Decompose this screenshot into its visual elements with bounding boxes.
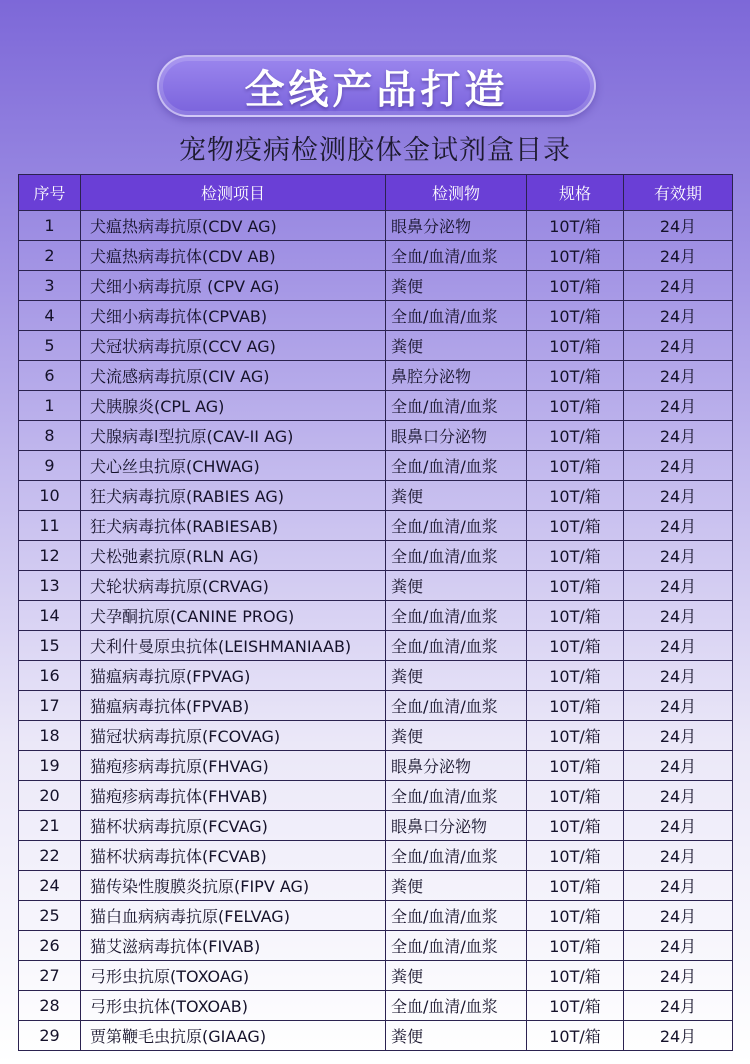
table-row: [19, 601, 733, 631]
test-item: 犬轮状病毒抗原(CRVAG): [81, 571, 386, 601]
table-row: [19, 841, 733, 871]
table-header-row: [19, 175, 733, 211]
shelf-life: 24月: [624, 931, 733, 961]
table-row: [19, 481, 733, 511]
row-number: 5: [19, 331, 81, 361]
row-number: 26: [19, 931, 81, 961]
row-number: 1: [19, 211, 81, 241]
test-item: 弓形虫抗原(TOXOAG): [81, 961, 386, 991]
sample-type: 粪便: [386, 961, 527, 991]
shelf-life: 24月: [624, 391, 733, 421]
sample-type: 全血/血清/血浆: [386, 691, 527, 721]
sample-type: 全血/血清/血浆: [386, 901, 527, 931]
sample-type: 全血/血清/血浆: [386, 241, 527, 271]
row-number: 2: [19, 241, 81, 271]
shelf-life: 24月: [624, 301, 733, 331]
sample-type: 粪便: [386, 721, 527, 751]
shelf-life: 24月: [624, 691, 733, 721]
package-spec: 10T/箱: [527, 661, 624, 691]
table-row: [19, 361, 733, 391]
shelf-life: 24月: [624, 841, 733, 871]
row-number: 9: [19, 451, 81, 481]
package-spec: 10T/箱: [527, 451, 624, 481]
table-row: [19, 301, 733, 331]
shelf-life: 24月: [624, 871, 733, 901]
package-spec: 10T/箱: [527, 691, 624, 721]
test-item: 猫冠状病毒抗原(FCOVAG): [81, 721, 386, 751]
row-number: 11: [19, 511, 81, 541]
table-row: [19, 541, 733, 571]
sample-type: 粪便: [386, 1021, 527, 1051]
table-row: [19, 451, 733, 481]
package-spec: 10T/箱: [527, 421, 624, 451]
sample-type: 粪便: [386, 661, 527, 691]
package-spec: 10T/箱: [527, 391, 624, 421]
product-catalog-table: [18, 174, 733, 1051]
test-item: 猫疱疹病毒抗体(FHVAB): [81, 781, 386, 811]
package-spec: 10T/箱: [527, 991, 624, 1021]
shelf-life: 24月: [624, 541, 733, 571]
row-number: 22: [19, 841, 81, 871]
package-spec: 10T/箱: [527, 271, 624, 301]
shelf-life: 24月: [624, 571, 733, 601]
table-row: [19, 421, 733, 451]
shelf-life: 24月: [624, 661, 733, 691]
table-row: [19, 391, 733, 421]
test-item: 猫瘟病毒抗原(FPVAG): [81, 661, 386, 691]
row-number: 19: [19, 751, 81, 781]
shelf-life: 24月: [624, 781, 733, 811]
test-item: 犬流感病毒抗原(CIV AG): [81, 361, 386, 391]
row-number: 12: [19, 541, 81, 571]
package-spec: 10T/箱: [527, 1021, 624, 1051]
test-item: 犬细小病毒抗原 (CPV AG): [81, 271, 386, 301]
table-row: [19, 931, 733, 961]
shelf-life: 24月: [624, 451, 733, 481]
package-spec: 10T/箱: [527, 481, 624, 511]
test-item: 犬细小病毒抗体(CPVAB): [81, 301, 386, 331]
table-row: [19, 991, 733, 1021]
shelf-life: 24月: [624, 511, 733, 541]
test-item: 猫传染性腹膜炎抗原(FIPV AG): [81, 871, 386, 901]
shelf-life: 24月: [624, 751, 733, 781]
package-spec: 10T/箱: [527, 241, 624, 271]
table-row: [19, 331, 733, 361]
table-row: [19, 781, 733, 811]
package-spec: 10T/箱: [527, 781, 624, 811]
test-item: 猫杯状病毒抗体(FCVAB): [81, 841, 386, 871]
package-spec: 10T/箱: [527, 211, 624, 241]
sample-type: 眼鼻口分泌物: [386, 811, 527, 841]
shelf-life: 24月: [624, 241, 733, 271]
shelf-life: 24月: [624, 211, 733, 241]
table-row: [19, 511, 733, 541]
table-row: [19, 691, 733, 721]
shelf-life: 24月: [624, 901, 733, 931]
header-spec: 规格: [527, 175, 624, 211]
package-spec: 10T/箱: [527, 601, 624, 631]
sample-type: 粪便: [386, 481, 527, 511]
table-row: [19, 571, 733, 601]
test-item: 犬利什曼原虫抗体(LEISHMANIAAB): [81, 631, 386, 661]
shelf-life: 24月: [624, 601, 733, 631]
test-item: 猫瘟病毒抗体(FPVAB): [81, 691, 386, 721]
package-spec: 10T/箱: [527, 301, 624, 331]
package-spec: 10T/箱: [527, 541, 624, 571]
table-row: [19, 631, 733, 661]
package-spec: 10T/箱: [527, 721, 624, 751]
test-item: 狂犬病毒抗原(RABIES AG): [81, 481, 386, 511]
shelf-life: 24月: [624, 811, 733, 841]
table-row: [19, 241, 733, 271]
row-number: 13: [19, 571, 81, 601]
row-number: 21: [19, 811, 81, 841]
table-row: [19, 271, 733, 301]
sample-type: 全血/血清/血浆: [386, 391, 527, 421]
row-number: 1: [19, 391, 81, 421]
sample-type: 全血/血清/血浆: [386, 931, 527, 961]
test-item: 犬孕酮抗原(CANINE PROG): [81, 601, 386, 631]
package-spec: 10T/箱: [527, 751, 624, 781]
row-number: 3: [19, 271, 81, 301]
test-item: 犬松弛素抗原(RLN AG): [81, 541, 386, 571]
test-item: 猫艾滋病毒抗体(FIVAB): [81, 931, 386, 961]
sample-type: 粪便: [386, 331, 527, 361]
table-row: [19, 961, 733, 991]
package-spec: 10T/箱: [527, 571, 624, 601]
test-item: 犬瘟热病毒抗体(CDV AB): [81, 241, 386, 271]
test-item: 犬胰腺炎(CPL AG): [81, 391, 386, 421]
shelf-life: 24月: [624, 961, 733, 991]
sample-type: 粪便: [386, 571, 527, 601]
sample-type: 粪便: [386, 871, 527, 901]
table-row: [19, 811, 733, 841]
test-item: 犬瘟热病毒抗原(CDV AG): [81, 211, 386, 241]
row-number: 15: [19, 631, 81, 661]
shelf-life: 24月: [624, 991, 733, 1021]
row-number: 29: [19, 1021, 81, 1051]
table-row: [19, 871, 733, 901]
shelf-life: 24月: [624, 361, 733, 391]
sample-type: 全血/血清/血浆: [386, 991, 527, 1021]
sample-type: 全血/血清/血浆: [386, 511, 527, 541]
package-spec: 10T/箱: [527, 631, 624, 661]
sample-type: 全血/血清/血浆: [386, 781, 527, 811]
package-spec: 10T/箱: [527, 331, 624, 361]
test-item: 狂犬病毒抗体(RABIESAB): [81, 511, 386, 541]
sample-type: 全血/血清/血浆: [386, 451, 527, 481]
sample-type: 眼鼻分泌物: [386, 211, 527, 241]
shelf-life: 24月: [624, 421, 733, 451]
shelf-life: 24月: [624, 481, 733, 511]
shelf-life: 24月: [624, 331, 733, 361]
sample-type: 眼鼻口分泌物: [386, 421, 527, 451]
test-item: 猫杯状病毒抗原(FCVAG): [81, 811, 386, 841]
sample-type: 全血/血清/血浆: [386, 601, 527, 631]
row-number: 8: [19, 421, 81, 451]
row-number: 20: [19, 781, 81, 811]
test-item: 犬腺病毒l型抗原(CAV-II AG): [81, 421, 386, 451]
catalog-subtitle: 宠物疫病检测胶体金试剂盒目录: [179, 135, 571, 166]
table-row: [19, 751, 733, 781]
test-item: 犬冠状病毒抗原(CCV AG): [81, 331, 386, 361]
row-number: 10: [19, 481, 81, 511]
package-spec: 10T/箱: [527, 961, 624, 991]
package-spec: 10T/箱: [527, 871, 624, 901]
sample-type: 全血/血清/血浆: [386, 541, 527, 571]
test-item: 犬心丝虫抗原(CHWAG): [81, 451, 386, 481]
table-row: [19, 721, 733, 751]
title-banner: [157, 55, 596, 117]
sample-type: 全血/血清/血浆: [386, 631, 527, 661]
package-spec: 10T/箱: [527, 931, 624, 961]
table-row: [19, 1021, 733, 1051]
table-row: [19, 661, 733, 691]
test-item: 猫白血病病毒抗原(FELVAG): [81, 901, 386, 931]
sample-type: 鼻腔分泌物: [386, 361, 527, 391]
table-row: [19, 211, 733, 241]
shelf-life: 24月: [624, 1021, 733, 1051]
banner-title: 全线产品打造: [244, 66, 509, 113]
package-spec: 10T/箱: [527, 841, 624, 871]
row-number: 28: [19, 991, 81, 1021]
package-spec: 10T/箱: [527, 901, 624, 931]
test-item: 猫疱疹病毒抗原(FHVAG): [81, 751, 386, 781]
header-validity: 有效期: [624, 175, 733, 211]
package-spec: 10T/箱: [527, 811, 624, 841]
row-number: 27: [19, 961, 81, 991]
header-item: 检测项目: [81, 175, 386, 211]
row-number: 17: [19, 691, 81, 721]
package-spec: 10T/箱: [527, 511, 624, 541]
row-number: 25: [19, 901, 81, 931]
test-item: 贾第鞭毛虫抗原(GIAAG): [81, 1021, 386, 1051]
package-spec: 10T/箱: [527, 361, 624, 391]
test-item: 弓形虫抗体(TOXOAB): [81, 991, 386, 1021]
row-number: 4: [19, 301, 81, 331]
table-row: [19, 901, 733, 931]
shelf-life: 24月: [624, 271, 733, 301]
sample-type: 眼鼻分泌物: [386, 751, 527, 781]
sample-type: 粪便: [386, 271, 527, 301]
row-number: 14: [19, 601, 81, 631]
row-number: 18: [19, 721, 81, 751]
shelf-life: 24月: [624, 631, 733, 661]
row-number: 24: [19, 871, 81, 901]
row-number: 6: [19, 361, 81, 391]
sample-type: 全血/血清/血浆: [386, 301, 527, 331]
sample-type: 全血/血清/血浆: [386, 841, 527, 871]
row-number: 16: [19, 661, 81, 691]
header-num: 序号: [19, 175, 81, 211]
table-body: [19, 211, 733, 1051]
shelf-life: 24月: [624, 721, 733, 751]
header-sample: 检测物: [386, 175, 527, 211]
